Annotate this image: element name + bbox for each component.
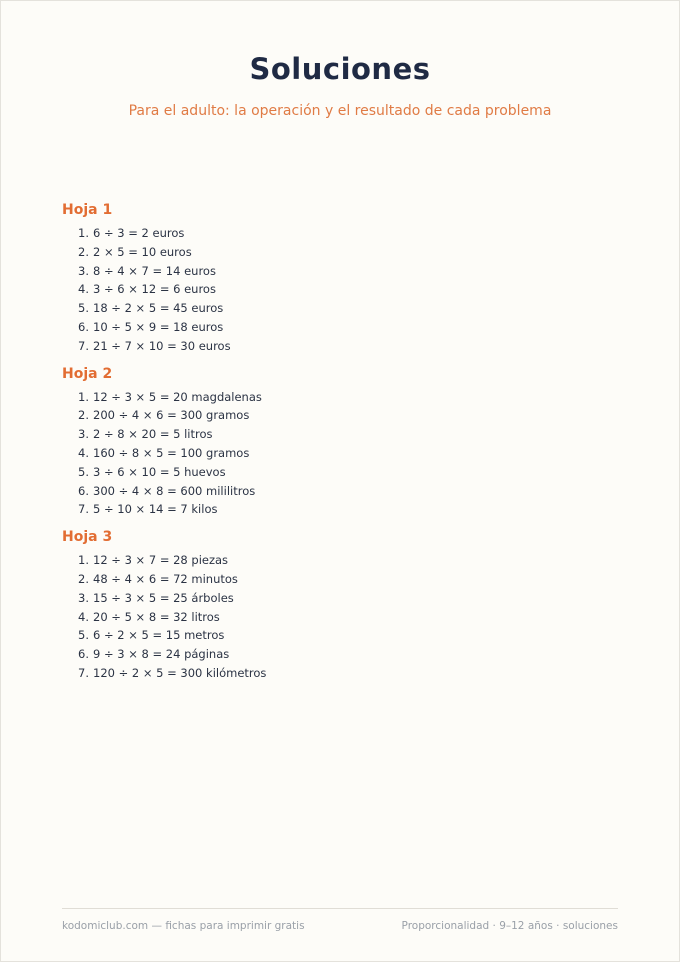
item-number: 4. xyxy=(78,609,89,624)
list-item xyxy=(78,482,622,501)
item-number: 1. xyxy=(78,553,89,568)
item-text: 8 ÷ 4 × 7 = 14 euros xyxy=(93,263,216,278)
item-number: 2. xyxy=(78,408,89,423)
page-title: Soluciones xyxy=(249,52,431,86)
item-text: 12 ÷ 3 × 5 = 20 magdalenas xyxy=(93,389,262,404)
footer-divider xyxy=(62,908,618,909)
item-number: 6. xyxy=(78,647,89,662)
list-item xyxy=(78,626,622,645)
item-number: 3. xyxy=(78,263,89,278)
list-item xyxy=(78,337,622,356)
solutions-content xyxy=(62,200,622,691)
item-number: 4. xyxy=(78,445,89,460)
item-number: 7. xyxy=(78,502,89,517)
list-item xyxy=(78,425,622,444)
item-number: 5. xyxy=(78,628,89,643)
footer-site-text: kodomiclub.com — fichas para imprimir gratis xyxy=(62,920,305,932)
sheet-1-list xyxy=(62,224,622,356)
item-text: 15 ÷ 3 × 5 = 25 árboles xyxy=(93,590,234,605)
item-text: 2 ÷ 8 × 20 = 5 litros xyxy=(93,427,213,442)
item-text: 160 ÷ 8 × 5 = 100 gramos xyxy=(93,445,250,460)
item-text: 10 ÷ 5 × 9 = 18 euros xyxy=(93,319,224,334)
item-text: 6 ÷ 3 = 2 euros xyxy=(93,226,185,240)
item-text: 18 ÷ 2 × 5 = 45 euros xyxy=(93,301,224,316)
item-number: 5. xyxy=(78,464,89,479)
list-item xyxy=(78,262,622,281)
sheet-2-title: Hoja 2 xyxy=(62,365,113,382)
item-number: 1. xyxy=(78,389,89,404)
item-number: 7. xyxy=(78,338,89,353)
item-number: 5. xyxy=(78,301,89,316)
list-item xyxy=(78,500,622,519)
list-item xyxy=(78,224,622,243)
item-number: 6. xyxy=(78,319,89,334)
list-item xyxy=(78,570,622,589)
list-item xyxy=(78,645,622,664)
item-text: 5 ÷ 10 × 14 = 7 kilos xyxy=(93,502,218,517)
item-number: 3. xyxy=(78,427,89,442)
sheet-3-section xyxy=(62,527,622,683)
item-text: 300 ÷ 4 × 8 = 600 mililitros xyxy=(93,483,256,498)
list-item xyxy=(78,243,622,262)
list-item xyxy=(78,299,622,318)
sheet-1-section xyxy=(62,200,622,356)
list-item xyxy=(78,463,622,482)
item-text: 2 × 5 = 10 euros xyxy=(93,244,192,259)
item-number: 2. xyxy=(78,244,89,259)
list-item xyxy=(78,551,622,570)
item-text: 6 ÷ 2 × 5 = 15 metros xyxy=(93,628,225,643)
sheet-2-section xyxy=(62,364,622,520)
list-item xyxy=(78,280,622,299)
item-number: 7. xyxy=(78,665,89,680)
list-item xyxy=(78,318,622,337)
item-number: 6. xyxy=(78,483,89,498)
list-item xyxy=(78,664,622,683)
item-text: 200 ÷ 4 × 6 = 300 gramos xyxy=(93,408,250,423)
item-text: 120 ÷ 2 × 5 = 300 kilómetros xyxy=(93,665,267,680)
sheet-1-title: Hoja 1 xyxy=(62,202,113,218)
item-text: 9 ÷ 3 × 8 = 24 páginas xyxy=(93,647,230,662)
item-text: 12 ÷ 3 × 7 = 28 piezas xyxy=(93,553,229,568)
list-item xyxy=(78,388,622,407)
item-text: 3 ÷ 6 × 10 = 5 huevos xyxy=(93,464,226,479)
sheet-3-title: Hoja 3 xyxy=(62,529,113,546)
footer-topic-text: Proporcionalidad · 9–12 años · soluciones xyxy=(401,920,618,932)
item-number: 1. xyxy=(78,226,89,240)
item-text: 3 ÷ 6 × 12 = 6 euros xyxy=(93,282,216,297)
list-item xyxy=(78,608,622,627)
item-text: 20 ÷ 5 × 8 = 32 litros xyxy=(93,609,220,624)
item-number: 2. xyxy=(78,571,89,586)
item-text: 48 ÷ 4 × 6 = 72 minutos xyxy=(93,571,238,586)
item-number: 4. xyxy=(78,282,89,297)
page-subtitle: Para el adulto: la operación y el resultado de cada problema xyxy=(128,103,552,119)
item-text: 21 ÷ 7 × 10 = 30 euros xyxy=(93,338,231,353)
list-item xyxy=(78,589,622,608)
sheet-2-list xyxy=(62,388,622,520)
item-number: 3. xyxy=(78,590,89,605)
sheet-3-list xyxy=(62,551,622,683)
list-item xyxy=(78,444,622,463)
list-item xyxy=(78,406,622,425)
